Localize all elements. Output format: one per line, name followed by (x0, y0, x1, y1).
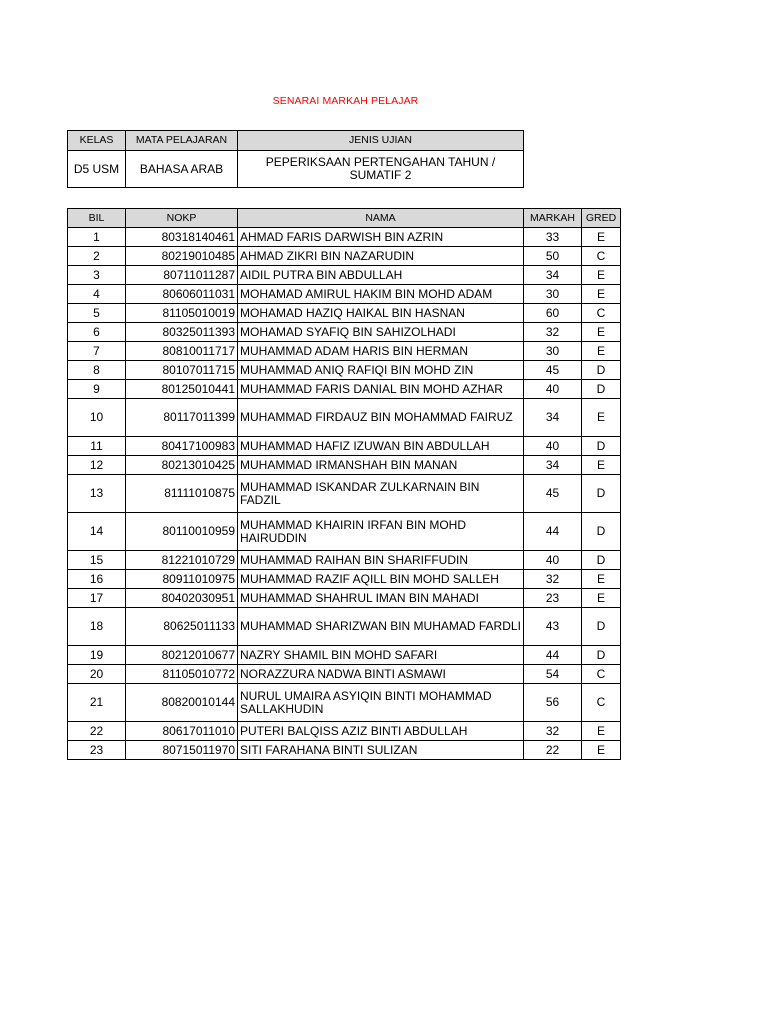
cell-gred: E (582, 741, 621, 760)
cell-nokp: 81105010772 (126, 665, 238, 684)
cell-gred: C (582, 247, 621, 266)
table-row (68, 323, 621, 342)
table-row (68, 342, 621, 361)
cell-gred: E (582, 399, 621, 437)
cell-nama: NURUL UMAIRA ASYIQIN BINTI MOHAMMAD SALLAKHUDIN (238, 684, 524, 722)
cell-nokp: 80810011717 (126, 342, 238, 361)
cell-markah: 40 (524, 380, 582, 399)
cell-gred: D (582, 646, 621, 665)
cell-nokp: 80820010144 (126, 684, 238, 722)
header-bil: BIL (68, 209, 126, 228)
table-row (68, 285, 621, 304)
cell-nama: NORAZZURA NADWA BINTI ASMAWI (238, 665, 524, 684)
cell-markah: 34 (524, 399, 582, 437)
cell-nokp: 80107011715 (126, 361, 238, 380)
cell-gred: E (582, 722, 621, 741)
cell-markah: 43 (524, 608, 582, 646)
cell-markah: 50 (524, 247, 582, 266)
table-row (68, 456, 621, 475)
cell-bil: 7 (68, 342, 126, 361)
cell-gred: D (582, 513, 621, 551)
cell-bil: 15 (68, 551, 126, 570)
cell-nokp: 80213010425 (126, 456, 238, 475)
cell-nama: AIDIL PUTRA BIN ABDULLAH (238, 266, 524, 285)
info-header-row (68, 131, 524, 151)
cell-markah: 44 (524, 513, 582, 551)
table-row (68, 589, 621, 608)
header-nama: NAMA (238, 209, 524, 228)
cell-markah: 23 (524, 589, 582, 608)
cell-nama: MOHAMAD SYAFIQ BIN SAHIZOLHADI (238, 323, 524, 342)
header-markah: MARKAH (524, 209, 582, 228)
cell-bil: 14 (68, 513, 126, 551)
cell-bil: 22 (68, 722, 126, 741)
cell-nama: MUHAMMAD ADAM HARIS BIN HERMAN (238, 342, 524, 361)
cell-bil: 4 (68, 285, 126, 304)
info-header-mata-pelajaran: MATA PELAJARAN (126, 131, 238, 151)
header-gred: GRED (582, 209, 621, 228)
cell-bil: 9 (68, 380, 126, 399)
cell-gred: E (582, 285, 621, 304)
cell-nokp: 80318140461 (126, 228, 238, 247)
cell-gred: D (582, 551, 621, 570)
cell-markah: 33 (524, 228, 582, 247)
cell-nokp: 80110010959 (126, 513, 238, 551)
table-row (68, 722, 621, 741)
cell-bil: 23 (68, 741, 126, 760)
cell-nokp: 80219010485 (126, 247, 238, 266)
cell-gred: E (582, 456, 621, 475)
cell-nokp: 80325011393 (126, 323, 238, 342)
cell-nokp: 80911010975 (126, 570, 238, 589)
cell-nokp: 81105010019 (126, 304, 238, 323)
cell-bil: 18 (68, 608, 126, 646)
info-value-row (68, 151, 524, 188)
info-mata-pelajaran: BAHASA ARAB (126, 151, 238, 188)
cell-gred: E (582, 228, 621, 247)
cell-markah: 32 (524, 570, 582, 589)
cell-markah: 54 (524, 665, 582, 684)
cell-markah: 32 (524, 323, 582, 342)
cell-nama: MUHAMMAD RAZIF AQILL BIN MOHD SALLEH (238, 570, 524, 589)
cell-markah: 22 (524, 741, 582, 760)
table-row (68, 228, 621, 247)
cell-nokp: 80402030951 (126, 589, 238, 608)
cell-nokp: 80417100983 (126, 437, 238, 456)
cell-gred: E (582, 342, 621, 361)
cell-bil: 12 (68, 456, 126, 475)
cell-markah: 40 (524, 437, 582, 456)
cell-gred: C (582, 684, 621, 722)
cell-nokp: 80606011031 (126, 285, 238, 304)
cell-gred: D (582, 475, 621, 513)
cell-nama: NAZRY SHAMIL BIN MOHD SAFARI (238, 646, 524, 665)
page-title: SENARAI MARKAH PELAJAR (272, 95, 419, 107)
cell-markah: 40 (524, 551, 582, 570)
cell-gred: D (582, 437, 621, 456)
cell-nokp: 80715011970 (126, 741, 238, 760)
info-header-jenis-ujian: JENIS UJIAN (238, 131, 524, 151)
cell-gred: D (582, 361, 621, 380)
cell-bil: 20 (68, 665, 126, 684)
cell-gred: E (582, 266, 621, 285)
cell-nama: MUHAMMAD HAFIZ IZUWAN BIN ABDULLAH (238, 437, 524, 456)
cell-nama: PUTERI BALQISS AZIZ BINTI ABDULLAH (238, 722, 524, 741)
cell-bil: 21 (68, 684, 126, 722)
table-row (68, 304, 621, 323)
table-row (68, 608, 621, 646)
cell-nokp: 80711011287 (126, 266, 238, 285)
cell-bil: 16 (68, 570, 126, 589)
info-jenis-ujian: PEPERIKSAAN PERTENGAHAN TAHUN / SUMATIF 2 (238, 151, 524, 188)
cell-nama: SITI FARAHANA BINTI SULIZAN (238, 741, 524, 760)
cell-nokp: 81111010875 (126, 475, 238, 513)
table-row (68, 646, 621, 665)
cell-nokp: 80625011133 (126, 608, 238, 646)
cell-nama: AHMAD FARIS DARWISH BIN AZRIN (238, 228, 524, 247)
table-row (68, 399, 621, 437)
table-row (68, 266, 621, 285)
cell-markah: 60 (524, 304, 582, 323)
cell-bil: 11 (68, 437, 126, 456)
table-row (68, 570, 621, 589)
cell-nama: MUHAMMAD FIRDAUZ BIN MOHAMMAD FAIRUZ (238, 399, 524, 437)
cell-bil: 3 (68, 266, 126, 285)
cell-bil: 10 (68, 399, 126, 437)
cell-markah: 34 (524, 456, 582, 475)
cell-gred: E (582, 589, 621, 608)
cell-nokp: 81221010729 (126, 551, 238, 570)
cell-gred: C (582, 304, 621, 323)
cell-markah: 45 (524, 361, 582, 380)
table-row (68, 513, 621, 551)
table-row (68, 437, 621, 456)
cell-markah: 34 (524, 266, 582, 285)
cell-gred: D (582, 380, 621, 399)
cell-nama: MOHAMAD HAZIQ HAIKAL BIN HASNAN (238, 304, 524, 323)
cell-nama: MUHAMMAD ANIQ RAFIQI BIN MOHD ZIN (238, 361, 524, 380)
table-row (68, 475, 621, 513)
table-row (68, 247, 621, 266)
cell-nama: MUHAMMAD KHAIRIN IRFAN BIN MOHD HAIRUDDIN (238, 513, 524, 551)
info-kelas: D5 USM (68, 151, 126, 188)
cell-nokp: 80212010677 (126, 646, 238, 665)
marks-body (68, 228, 621, 760)
cell-gred: C (582, 665, 621, 684)
cell-nama: MUHAMMAD RAIHAN BIN SHARIFFUDIN (238, 551, 524, 570)
cell-markah: 56 (524, 684, 582, 722)
cell-bil: 6 (68, 323, 126, 342)
cell-nama: MUHAMMAD FARIS DANIAL BIN MOHD AZHAR (238, 380, 524, 399)
cell-gred: E (582, 323, 621, 342)
table-row (68, 380, 621, 399)
cell-nama: MUHAMMAD SHAHRUL IMAN BIN MAHADI (238, 589, 524, 608)
cell-gred: D (582, 608, 621, 646)
info-header-kelas: KELAS (68, 131, 126, 151)
cell-bil: 17 (68, 589, 126, 608)
cell-nama: AHMAD ZIKRI BIN NAZARUDIN (238, 247, 524, 266)
table-row (68, 361, 621, 380)
info-table (67, 130, 524, 188)
cell-markah: 30 (524, 342, 582, 361)
cell-nama: MUHAMMAD ISKANDAR ZULKARNAIN BIN FADZIL (238, 475, 524, 513)
cell-nama: MOHAMAD AMIRUL HAKIM BIN MOHD ADAM (238, 285, 524, 304)
table-row (68, 741, 621, 760)
cell-nama: MUHAMMAD IRMANSHAH BIN MANAN (238, 456, 524, 475)
cell-nokp: 80117011399 (126, 399, 238, 437)
cell-markah: 32 (524, 722, 582, 741)
cell-bil: 1 (68, 228, 126, 247)
header-nokp: NOKP (126, 209, 238, 228)
table-row (68, 551, 621, 570)
table-row (68, 665, 621, 684)
cell-markah: 45 (524, 475, 582, 513)
cell-nokp: 80617011010 (126, 722, 238, 741)
cell-gred: E (582, 570, 621, 589)
cell-markah: 30 (524, 285, 582, 304)
cell-bil: 13 (68, 475, 126, 513)
marks-header-row (68, 209, 621, 228)
cell-nokp: 80125010441 (126, 380, 238, 399)
cell-nama: MUHAMMAD SHARIZWAN BIN MUHAMAD FARDLI (238, 608, 524, 646)
marks-table (67, 208, 621, 760)
cell-bil: 2 (68, 247, 126, 266)
cell-markah: 44 (524, 646, 582, 665)
cell-bil: 19 (68, 646, 126, 665)
cell-bil: 8 (68, 361, 126, 380)
cell-bil: 5 (68, 304, 126, 323)
table-row (68, 684, 621, 722)
